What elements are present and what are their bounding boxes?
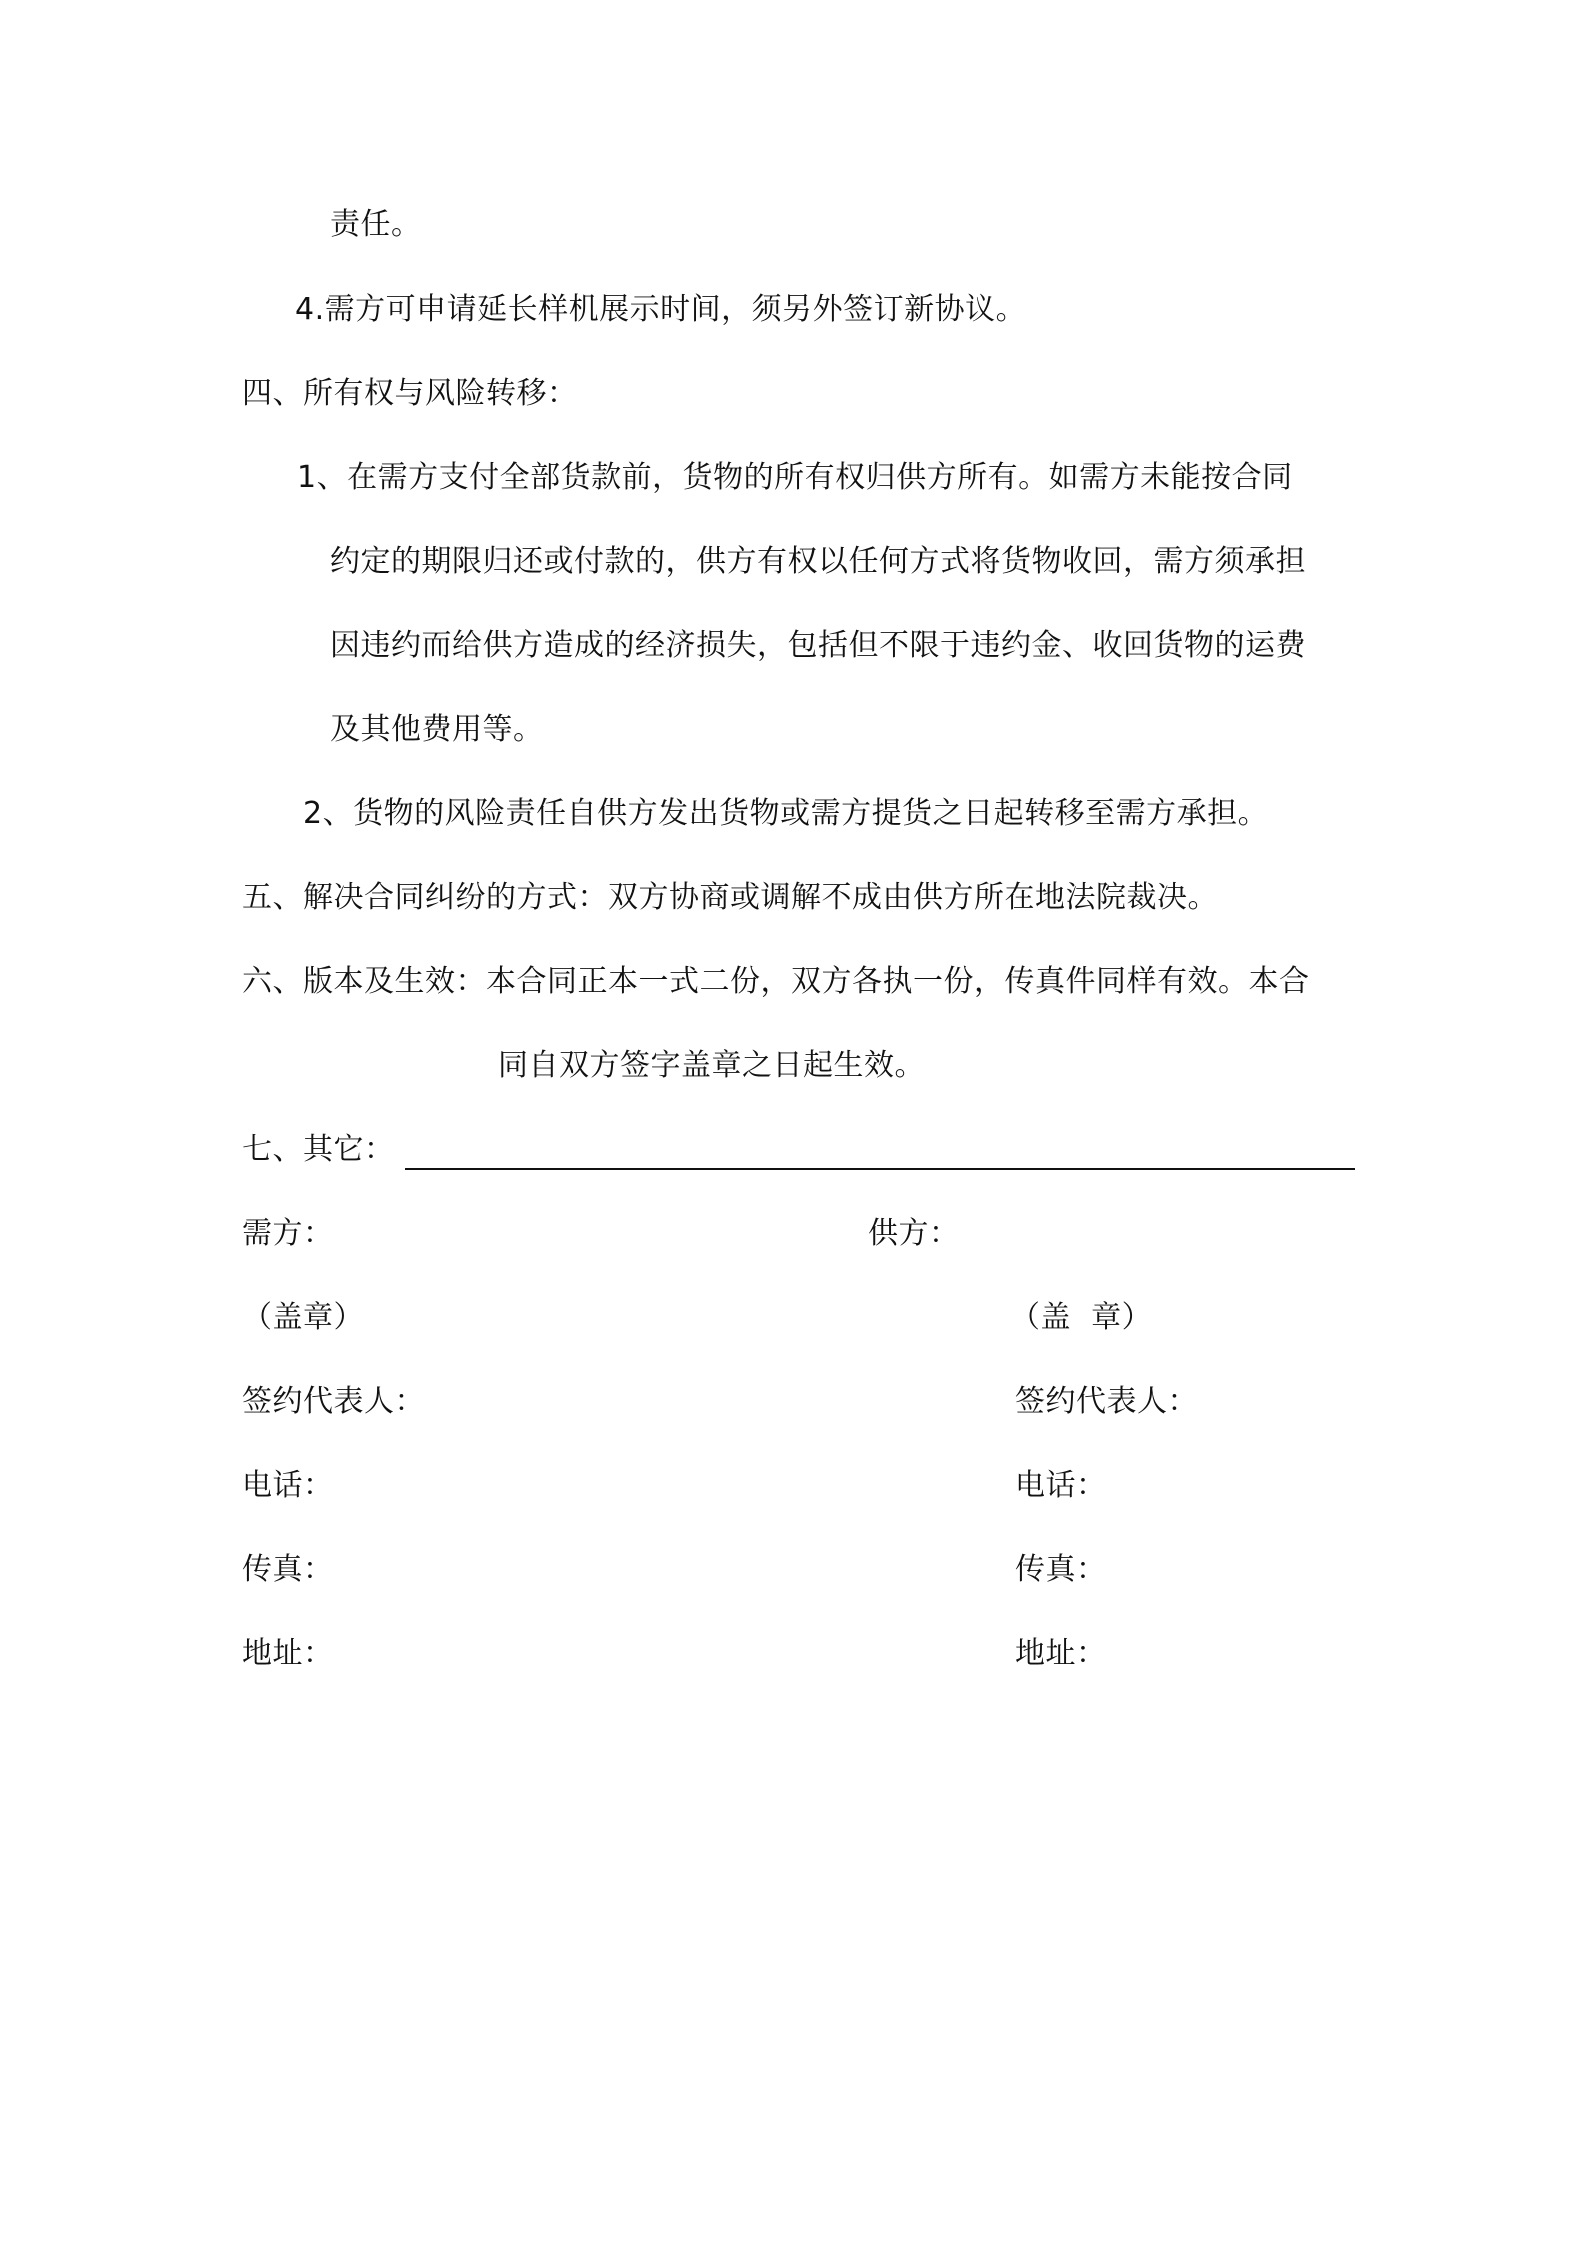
buyer-phone-label: 电话： <box>242 1468 334 1503</box>
section-4-item-2: 2、货物的风险责任自供方发出货物或需方提货之日起转移至需方承担。 <box>303 796 1269 831</box>
buyer-party-label: 需方： <box>242 1216 334 1251</box>
section-4-item-1-line-3: 因违约而给供方造成的经济损失，包括但不限于违约金、收回货物的运费 <box>330 628 1306 663</box>
buyer-address-label: 地址： <box>242 1636 334 1671</box>
clause-3-4: 4.需方可申请延长样机展示时间，须另外签订新协议。 <box>295 292 1027 327</box>
section-6-line-1: 六、版本及生效：本合同正本一式二份，双方各执一份，传真件同样有效。本合 <box>242 964 1310 999</box>
buyer-fax-label: 传真： <box>242 1552 334 1587</box>
supplier-phone-label: 电话： <box>1015 1468 1107 1503</box>
section-4-item-1-line-4: 及其他费用等。 <box>330 712 544 747</box>
supplier-representative-label: 签约代表人： <box>1015 1384 1198 1419</box>
section-7-label: 七、其它： <box>242 1132 395 1167</box>
buyer-seal-label: （盖章） <box>242 1300 364 1335</box>
supplier-fax-label: 传真： <box>1015 1552 1107 1587</box>
continued-text: 责任。 <box>330 207 422 242</box>
supplier-address-label: 地址： <box>1015 1636 1107 1671</box>
section-4-item-1-line-1: 1、在需方支付全部货款前，货物的所有权归供方所有。如需方未能按合同 <box>297 460 1293 495</box>
section-4-item-1-line-2: 约定的期限归还或付款的，供方有权以任何方式将货物收回，需方须承担 <box>330 544 1306 579</box>
section-6-line-2: 同自双方签字盖章之日起生效。 <box>498 1048 925 1083</box>
supplier-party-label: 供方： <box>868 1216 960 1251</box>
buyer-representative-label: 签约代表人： <box>242 1384 425 1419</box>
section-7-blank-line <box>405 1168 1355 1170</box>
section-5: 五、解决合同纠纷的方式：双方协商或调解不成由供方所在地法院裁决。 <box>242 880 1218 915</box>
supplier-seal-label: （盖 章） <box>1010 1300 1153 1335</box>
section-4-heading: 四、所有权与风险转移： <box>242 376 578 411</box>
